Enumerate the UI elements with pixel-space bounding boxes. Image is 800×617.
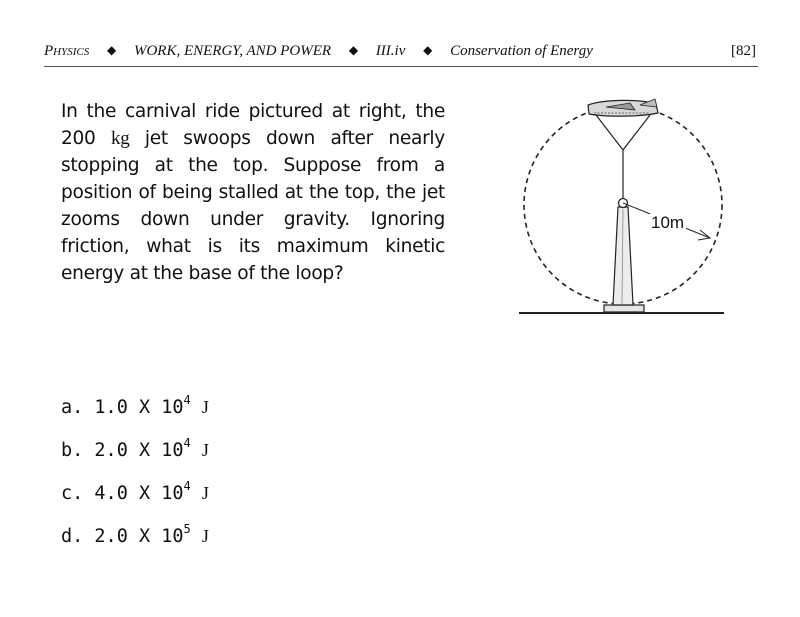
option-b[interactable] — [61, 431, 209, 474]
arrowhead-icon — [698, 230, 710, 240]
option-letter: d. — [61, 526, 84, 548]
option-unit: J — [201, 526, 209, 547]
option-value: 2.0 X 10 — [94, 526, 184, 548]
header-chapter: WORK, ENERGY, AND POWER — [133, 43, 332, 59]
option-unit: J — [201, 440, 209, 461]
option-exponent: 5 — [183, 522, 191, 536]
question-text — [61, 98, 445, 287]
breadcrumb — [44, 43, 593, 60]
page-header — [44, 43, 758, 65]
option-d[interactable] — [61, 517, 209, 560]
header-divider — [44, 66, 758, 67]
option-a[interactable] — [61, 388, 209, 431]
answer-choices — [61, 388, 209, 560]
option-letter: a. — [61, 397, 84, 419]
jet-icon — [588, 99, 658, 116]
tower-base — [604, 305, 644, 312]
option-unit: J — [201, 483, 209, 504]
option-value: 1.0 X 10 — [94, 397, 184, 419]
option-value: 2.0 X 10 — [94, 440, 184, 462]
option-letter: b. — [61, 440, 84, 462]
option-c[interactable] — [61, 474, 209, 517]
option-exponent: 4 — [183, 479, 191, 493]
radius-label: 10m — [651, 213, 685, 232]
arm-strut-left — [596, 115, 623, 150]
bullet-icon: ◆ — [106, 43, 117, 57]
header-section: III.iv — [375, 43, 406, 59]
arm-strut-right — [623, 115, 650, 150]
option-exponent: 4 — [183, 393, 191, 407]
bullet-icon: ◆ — [348, 43, 359, 57]
option-value: 4.0 X 10 — [94, 483, 184, 505]
bullet-icon: ◆ — [423, 43, 433, 57]
option-letter: c. — [61, 483, 84, 505]
question-unit: kg — [111, 128, 130, 149]
carnival-ride-figure — [510, 95, 735, 320]
header-subject: Physics — [44, 43, 90, 59]
option-exponent: 4 — [183, 436, 191, 450]
header-topic: Conservation of Energy — [450, 43, 593, 59]
page-number: [82] — [731, 43, 756, 59]
option-unit: J — [201, 397, 209, 418]
question-text-part1: In the carnival ride pictured at right, the 200 — [61, 101, 445, 149]
question-text-part2: jet swoops down after nearly stopping at the top. Suppose from a position of being stalled at the top, the jet zooms down under gravity. Ignoring friction, what is its maximum kinetic energy at the base of the loop? — [61, 128, 446, 284]
